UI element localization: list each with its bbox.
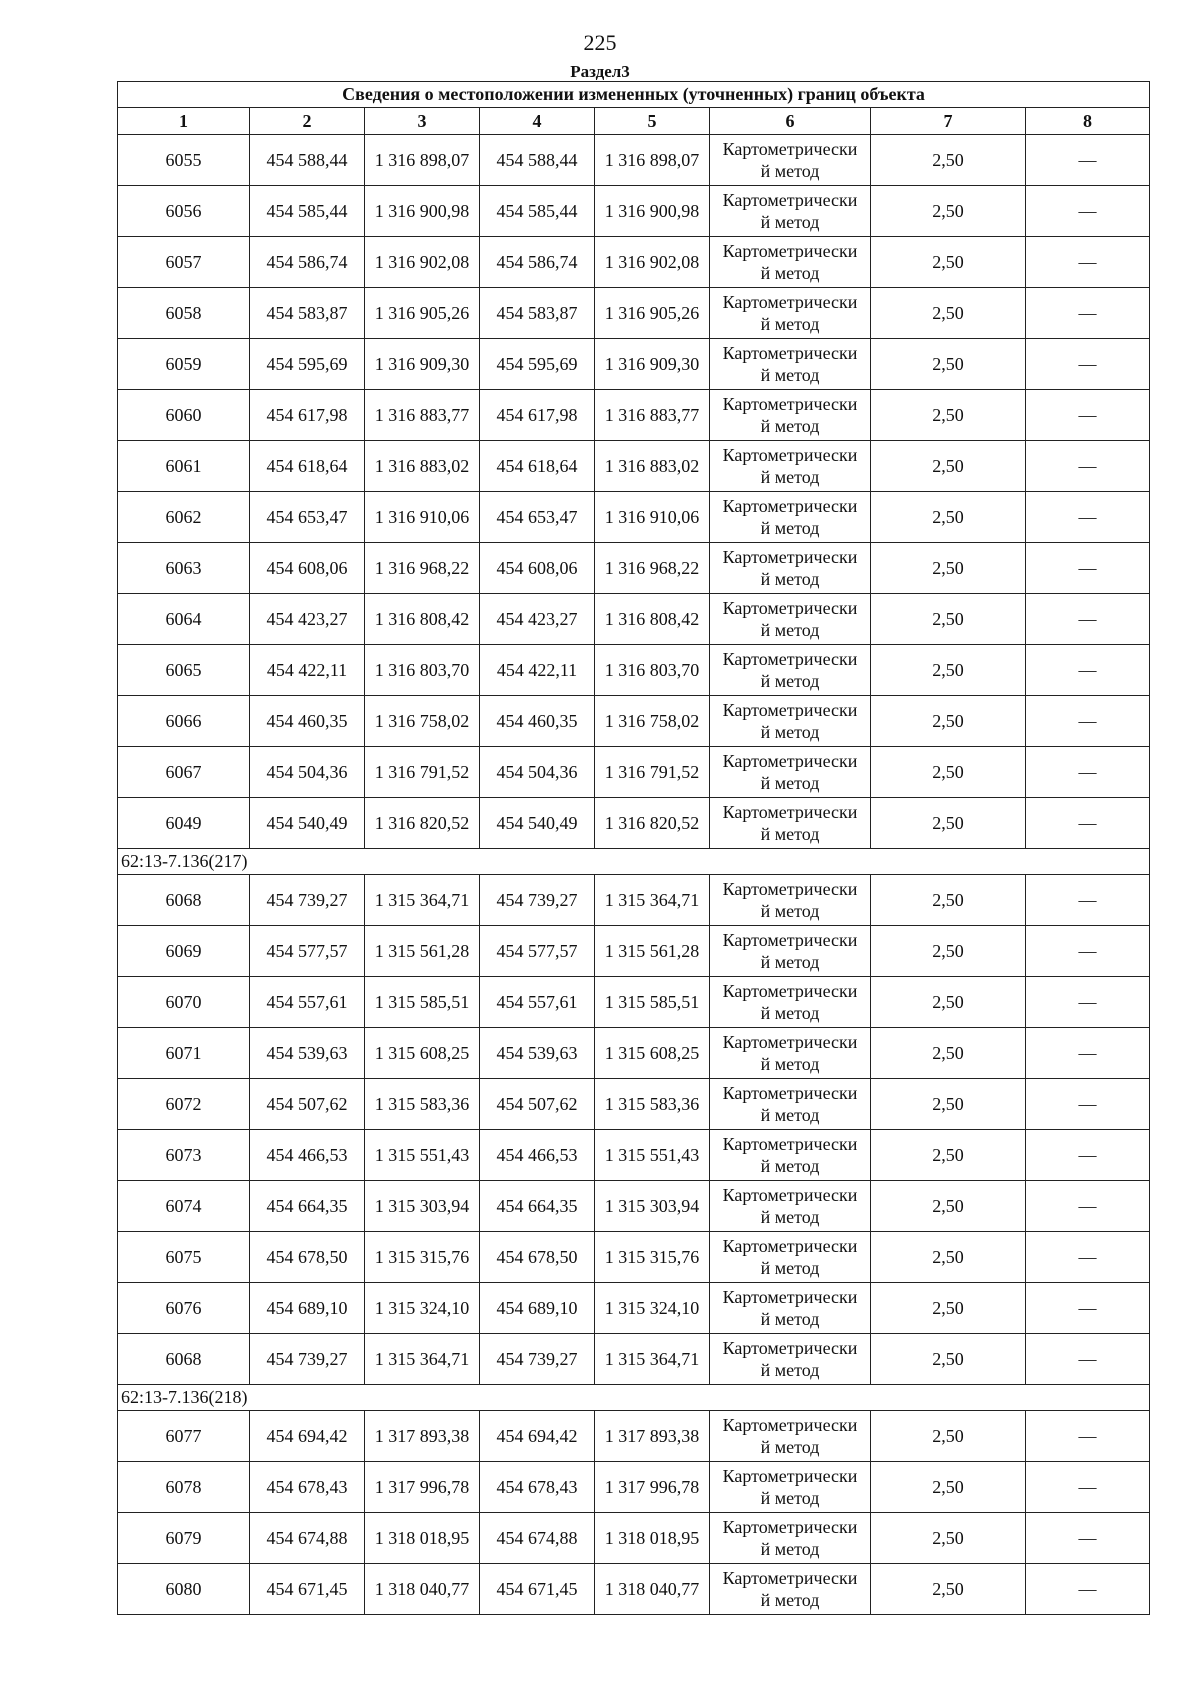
table-caption: Сведения о местоположении измененных (уточненных) границ объекта xyxy=(118,82,1150,108)
y-coordinate-cell: 1 316 758,02 xyxy=(365,696,480,747)
description-cell: — xyxy=(1026,1462,1150,1513)
description-cell: — xyxy=(1026,696,1150,747)
y-coordinate-cell: 1 315 585,51 xyxy=(595,977,710,1028)
y-coordinate-cell: 1 315 315,76 xyxy=(365,1232,480,1283)
y-coordinate-cell: 1 315 608,25 xyxy=(365,1028,480,1079)
y-coordinate-cell: 1 316 900,98 xyxy=(595,186,710,237)
accuracy-cell: 2,50 xyxy=(871,1283,1026,1334)
table-row xyxy=(118,594,1150,645)
y-coordinate-cell: 1 316 820,52 xyxy=(595,798,710,849)
description-cell: — xyxy=(1026,186,1150,237)
method-cell: Картометрически й метод xyxy=(710,1462,871,1513)
table-row xyxy=(118,288,1150,339)
y-coordinate-cell: 1 317 996,78 xyxy=(365,1462,480,1513)
description-cell: — xyxy=(1026,339,1150,390)
table-row xyxy=(118,186,1150,237)
x-coordinate-cell: 454 539,63 xyxy=(480,1028,595,1079)
method-cell: Картометрически й метод xyxy=(710,1079,871,1130)
method-cell: Картометрически й метод xyxy=(710,1130,871,1181)
y-coordinate-cell: 1 315 364,71 xyxy=(365,1334,480,1385)
table-row xyxy=(118,926,1150,977)
table-row xyxy=(118,1028,1150,1079)
x-coordinate-cell: 454 618,64 xyxy=(250,441,365,492)
column-number-row xyxy=(118,108,1150,135)
method-cell: Картометрически й метод xyxy=(710,1334,871,1385)
x-coordinate-cell: 454 460,35 xyxy=(480,696,595,747)
point-number-cell: 6072 xyxy=(118,1079,250,1130)
x-coordinate-cell: 454 653,47 xyxy=(250,492,365,543)
y-coordinate-cell: 1 315 561,28 xyxy=(595,926,710,977)
y-coordinate-cell: 1 318 040,77 xyxy=(365,1564,480,1615)
method-cell: Картометрически й метод xyxy=(710,288,871,339)
description-cell: — xyxy=(1026,1513,1150,1564)
table-row xyxy=(118,1564,1150,1615)
group-label: 62:13-7.136(218) xyxy=(118,1385,1150,1411)
table-row xyxy=(118,798,1150,849)
x-coordinate-cell: 454 674,88 xyxy=(480,1513,595,1564)
x-coordinate-cell: 454 617,98 xyxy=(250,390,365,441)
x-coordinate-cell: 454 422,11 xyxy=(480,645,595,696)
x-coordinate-cell: 454 577,57 xyxy=(250,926,365,977)
description-cell: — xyxy=(1026,798,1150,849)
section-title: Раздел3 xyxy=(570,62,630,81)
accuracy-cell: 2,50 xyxy=(871,288,1026,339)
x-coordinate-cell: 454 423,27 xyxy=(480,594,595,645)
x-coordinate-cell: 454 664,35 xyxy=(480,1181,595,1232)
point-number-cell: 6069 xyxy=(118,926,250,977)
y-coordinate-cell: 1 317 996,78 xyxy=(595,1462,710,1513)
accuracy-cell: 2,50 xyxy=(871,390,1026,441)
x-coordinate-cell: 454 694,42 xyxy=(250,1411,365,1462)
y-coordinate-cell: 1 315 303,94 xyxy=(365,1181,480,1232)
x-coordinate-cell: 454 694,42 xyxy=(480,1411,595,1462)
x-coordinate-cell: 454 689,10 xyxy=(480,1283,595,1334)
x-coordinate-cell: 454 586,74 xyxy=(250,237,365,288)
table-row xyxy=(118,747,1150,798)
method-cell: Картометрически й метод xyxy=(710,390,871,441)
x-coordinate-cell: 454 540,49 xyxy=(480,798,595,849)
accuracy-cell: 2,50 xyxy=(871,186,1026,237)
y-coordinate-cell: 1 316 910,06 xyxy=(365,492,480,543)
y-coordinate-cell: 1 316 791,52 xyxy=(595,747,710,798)
column-number: 4 xyxy=(480,108,595,135)
point-number-cell: 6056 xyxy=(118,186,250,237)
accuracy-cell: 2,50 xyxy=(871,441,1026,492)
table-row xyxy=(118,977,1150,1028)
accuracy-cell: 2,50 xyxy=(871,1462,1026,1513)
description-cell: — xyxy=(1026,390,1150,441)
x-coordinate-cell: 454 588,44 xyxy=(480,135,595,186)
column-number: 1 xyxy=(118,108,250,135)
table-row xyxy=(118,135,1150,186)
method-cell: Картометрически й метод xyxy=(710,696,871,747)
description-cell: — xyxy=(1026,492,1150,543)
y-coordinate-cell: 1 315 608,25 xyxy=(595,1028,710,1079)
y-coordinate-cell: 1 315 364,71 xyxy=(595,875,710,926)
description-cell: — xyxy=(1026,1028,1150,1079)
table-row xyxy=(118,1283,1150,1334)
accuracy-cell: 2,50 xyxy=(871,875,1026,926)
table-row xyxy=(118,1232,1150,1283)
x-coordinate-cell: 454 678,50 xyxy=(250,1232,365,1283)
accuracy-cell: 2,50 xyxy=(871,798,1026,849)
table-row xyxy=(118,1079,1150,1130)
description-cell: — xyxy=(1026,135,1150,186)
x-coordinate-cell: 454 585,44 xyxy=(480,186,595,237)
method-cell: Картометрически й метод xyxy=(710,645,871,696)
y-coordinate-cell: 1 316 883,02 xyxy=(365,441,480,492)
y-coordinate-cell: 1 315 364,71 xyxy=(365,875,480,926)
point-number-cell: 6064 xyxy=(118,594,250,645)
x-coordinate-cell: 454 678,50 xyxy=(480,1232,595,1283)
y-coordinate-cell: 1 316 803,70 xyxy=(595,645,710,696)
point-number-cell: 6074 xyxy=(118,1181,250,1232)
x-coordinate-cell: 454 504,36 xyxy=(480,747,595,798)
method-cell: Картометрически й метод xyxy=(710,492,871,543)
x-coordinate-cell: 454 618,64 xyxy=(480,441,595,492)
column-number: 6 xyxy=(710,108,871,135)
y-coordinate-cell: 1 316 803,70 xyxy=(365,645,480,696)
description-cell: — xyxy=(1026,237,1150,288)
table-row xyxy=(118,1513,1150,1564)
accuracy-cell: 2,50 xyxy=(871,1334,1026,1385)
point-number-cell: 6058 xyxy=(118,288,250,339)
x-coordinate-cell: 454 585,44 xyxy=(250,186,365,237)
x-coordinate-cell: 454 739,27 xyxy=(250,1334,365,1385)
point-number-cell: 6068 xyxy=(118,1334,250,1385)
accuracy-cell: 2,50 xyxy=(871,1513,1026,1564)
x-coordinate-cell: 454 422,11 xyxy=(250,645,365,696)
description-cell: — xyxy=(1026,1334,1150,1385)
accuracy-cell: 2,50 xyxy=(871,926,1026,977)
method-cell: Картометрически й метод xyxy=(710,1181,871,1232)
y-coordinate-cell: 1 316 902,08 xyxy=(365,237,480,288)
y-coordinate-cell: 1 316 910,06 xyxy=(595,492,710,543)
x-coordinate-cell: 454 507,62 xyxy=(250,1079,365,1130)
point-number-cell: 6061 xyxy=(118,441,250,492)
point-number-cell: 6073 xyxy=(118,1130,250,1181)
method-cell: Картометрически й метод xyxy=(710,441,871,492)
y-coordinate-cell: 1 316 909,30 xyxy=(595,339,710,390)
group-row xyxy=(118,849,1150,875)
x-coordinate-cell: 454 678,43 xyxy=(250,1462,365,1513)
accuracy-cell: 2,50 xyxy=(871,645,1026,696)
method-cell: Картометрически й метод xyxy=(710,135,871,186)
x-coordinate-cell: 454 557,61 xyxy=(250,977,365,1028)
y-coordinate-cell: 1 316 883,77 xyxy=(365,390,480,441)
description-cell: — xyxy=(1026,1232,1150,1283)
table-row xyxy=(118,875,1150,926)
y-coordinate-cell: 1 316 808,42 xyxy=(595,594,710,645)
description-cell: — xyxy=(1026,1283,1150,1334)
accuracy-cell: 2,50 xyxy=(871,492,1026,543)
description-cell: — xyxy=(1026,543,1150,594)
y-coordinate-cell: 1 316 900,98 xyxy=(365,186,480,237)
table-row xyxy=(118,645,1150,696)
point-number-cell: 6075 xyxy=(118,1232,250,1283)
point-number-cell: 6059 xyxy=(118,339,250,390)
method-cell: Картометрически й метод xyxy=(710,875,871,926)
y-coordinate-cell: 1 316 909,30 xyxy=(365,339,480,390)
method-cell: Картометрически й метод xyxy=(710,1411,871,1462)
group-label: 62:13-7.136(217) xyxy=(118,849,1150,875)
y-coordinate-cell: 1 315 551,43 xyxy=(365,1130,480,1181)
point-number-cell: 6077 xyxy=(118,1411,250,1462)
y-coordinate-cell: 1 317 893,38 xyxy=(365,1411,480,1462)
column-number: 7 xyxy=(871,108,1026,135)
x-coordinate-cell: 454 689,10 xyxy=(250,1283,365,1334)
method-cell: Картометрически й метод xyxy=(710,594,871,645)
y-coordinate-cell: 1 318 040,77 xyxy=(595,1564,710,1615)
x-coordinate-cell: 454 539,63 xyxy=(250,1028,365,1079)
x-coordinate-cell: 454 583,87 xyxy=(250,288,365,339)
method-cell: Картометрически й метод xyxy=(710,1232,871,1283)
description-cell: — xyxy=(1026,747,1150,798)
accuracy-cell: 2,50 xyxy=(871,1232,1026,1283)
method-cell: Картометрически й метод xyxy=(710,977,871,1028)
y-coordinate-cell: 1 315 583,36 xyxy=(595,1079,710,1130)
column-number: 2 xyxy=(250,108,365,135)
point-number-cell: 6071 xyxy=(118,1028,250,1079)
y-coordinate-cell: 1 315 324,10 xyxy=(365,1283,480,1334)
accuracy-cell: 2,50 xyxy=(871,977,1026,1028)
method-cell: Картометрически й метод xyxy=(710,1028,871,1079)
x-coordinate-cell: 454 423,27 xyxy=(250,594,365,645)
x-coordinate-cell: 454 653,47 xyxy=(480,492,595,543)
method-cell: Картометрически й метод xyxy=(710,237,871,288)
method-cell: Картометрически й метод xyxy=(710,339,871,390)
y-coordinate-cell: 1 315 583,36 xyxy=(365,1079,480,1130)
description-cell: — xyxy=(1026,1411,1150,1462)
point-number-cell: 6079 xyxy=(118,1513,250,1564)
page-number: 225 xyxy=(583,30,617,55)
method-cell: Картометрически й метод xyxy=(710,926,871,977)
x-coordinate-cell: 454 466,53 xyxy=(480,1130,595,1181)
point-number-cell: 6068 xyxy=(118,875,250,926)
y-coordinate-cell: 1 316 883,02 xyxy=(595,441,710,492)
accuracy-cell: 2,50 xyxy=(871,237,1026,288)
point-number-cell: 6065 xyxy=(118,645,250,696)
accuracy-cell: 2,50 xyxy=(871,696,1026,747)
x-coordinate-cell: 454 460,35 xyxy=(250,696,365,747)
description-cell: — xyxy=(1026,926,1150,977)
accuracy-cell: 2,50 xyxy=(871,747,1026,798)
y-coordinate-cell: 1 316 968,22 xyxy=(365,543,480,594)
x-coordinate-cell: 454 504,36 xyxy=(250,747,365,798)
y-coordinate-cell: 1 316 820,52 xyxy=(365,798,480,849)
point-number-cell: 6063 xyxy=(118,543,250,594)
description-cell: — xyxy=(1026,645,1150,696)
x-coordinate-cell: 454 540,49 xyxy=(250,798,365,849)
description-cell: — xyxy=(1026,977,1150,1028)
description-cell: — xyxy=(1026,875,1150,926)
x-coordinate-cell: 454 739,27 xyxy=(480,875,595,926)
y-coordinate-cell: 1 316 902,08 xyxy=(595,237,710,288)
point-number-cell: 6060 xyxy=(118,390,250,441)
x-coordinate-cell: 454 507,62 xyxy=(480,1079,595,1130)
description-cell: — xyxy=(1026,441,1150,492)
accuracy-cell: 2,50 xyxy=(871,1130,1026,1181)
x-coordinate-cell: 454 674,88 xyxy=(250,1513,365,1564)
table-row xyxy=(118,696,1150,747)
x-coordinate-cell: 454 557,61 xyxy=(480,977,595,1028)
table-row xyxy=(118,237,1150,288)
y-coordinate-cell: 1 316 968,22 xyxy=(595,543,710,594)
point-number-cell: 6070 xyxy=(118,977,250,1028)
table-row xyxy=(118,1462,1150,1513)
description-cell: — xyxy=(1026,1079,1150,1130)
method-cell: Картометрически й метод xyxy=(710,798,871,849)
table-row xyxy=(118,1130,1150,1181)
y-coordinate-cell: 1 316 898,07 xyxy=(595,135,710,186)
y-coordinate-cell: 1 316 905,26 xyxy=(365,288,480,339)
x-coordinate-cell: 454 608,06 xyxy=(250,543,365,594)
accuracy-cell: 2,50 xyxy=(871,594,1026,645)
x-coordinate-cell: 454 466,53 xyxy=(250,1130,365,1181)
table-row xyxy=(118,1181,1150,1232)
table-body xyxy=(118,135,1150,1615)
method-cell: Картометрически й метод xyxy=(710,1513,871,1564)
accuracy-cell: 2,50 xyxy=(871,543,1026,594)
point-number-cell: 6055 xyxy=(118,135,250,186)
method-cell: Картометрически й метод xyxy=(710,747,871,798)
y-coordinate-cell: 1 315 324,10 xyxy=(595,1283,710,1334)
y-coordinate-cell: 1 315 315,76 xyxy=(595,1232,710,1283)
x-coordinate-cell: 454 671,45 xyxy=(250,1564,365,1615)
x-coordinate-cell: 454 739,27 xyxy=(480,1334,595,1385)
y-coordinate-cell: 1 316 883,77 xyxy=(595,390,710,441)
x-coordinate-cell: 454 608,06 xyxy=(480,543,595,594)
y-coordinate-cell: 1 316 808,42 xyxy=(365,594,480,645)
y-coordinate-cell: 1 315 551,43 xyxy=(595,1130,710,1181)
table-row xyxy=(118,339,1150,390)
point-number-cell: 6067 xyxy=(118,747,250,798)
y-coordinate-cell: 1 315 303,94 xyxy=(595,1181,710,1232)
description-cell: — xyxy=(1026,1564,1150,1615)
method-cell: Картометрически й метод xyxy=(710,543,871,594)
x-coordinate-cell: 454 595,69 xyxy=(480,339,595,390)
table-row xyxy=(118,543,1150,594)
column-number: 3 xyxy=(365,108,480,135)
y-coordinate-cell: 1 316 758,02 xyxy=(595,696,710,747)
accuracy-cell: 2,50 xyxy=(871,1028,1026,1079)
accuracy-cell: 2,50 xyxy=(871,1564,1026,1615)
description-cell: — xyxy=(1026,594,1150,645)
column-number: 5 xyxy=(595,108,710,135)
y-coordinate-cell: 1 316 898,07 xyxy=(365,135,480,186)
accuracy-cell: 2,50 xyxy=(871,339,1026,390)
accuracy-cell: 2,50 xyxy=(871,1181,1026,1232)
method-cell: Картометрически й метод xyxy=(710,1564,871,1615)
description-cell: — xyxy=(1026,288,1150,339)
y-coordinate-cell: 1 315 364,71 xyxy=(595,1334,710,1385)
y-coordinate-cell: 1 315 561,28 xyxy=(365,926,480,977)
table-row xyxy=(118,492,1150,543)
point-number-cell: 6078 xyxy=(118,1462,250,1513)
x-coordinate-cell: 454 617,98 xyxy=(480,390,595,441)
y-coordinate-cell: 1 318 018,95 xyxy=(595,1513,710,1564)
accuracy-cell: 2,50 xyxy=(871,1411,1026,1462)
y-coordinate-cell: 1 317 893,38 xyxy=(595,1411,710,1462)
table-row xyxy=(118,390,1150,441)
x-coordinate-cell: 454 595,69 xyxy=(250,339,365,390)
x-coordinate-cell: 454 583,87 xyxy=(480,288,595,339)
point-number-cell: 6066 xyxy=(118,696,250,747)
accuracy-cell: 2,50 xyxy=(871,1079,1026,1130)
group-row xyxy=(118,1385,1150,1411)
y-coordinate-cell: 1 315 585,51 xyxy=(365,977,480,1028)
boundary-table xyxy=(117,81,1150,1615)
accuracy-cell: 2,50 xyxy=(871,135,1026,186)
y-coordinate-cell: 1 316 905,26 xyxy=(595,288,710,339)
description-cell: — xyxy=(1026,1130,1150,1181)
y-coordinate-cell: 1 316 791,52 xyxy=(365,747,480,798)
x-coordinate-cell: 454 678,43 xyxy=(480,1462,595,1513)
table-row xyxy=(118,1411,1150,1462)
point-number-cell: 6057 xyxy=(118,237,250,288)
table-row xyxy=(118,1334,1150,1385)
y-coordinate-cell: 1 318 018,95 xyxy=(365,1513,480,1564)
point-number-cell: 6062 xyxy=(118,492,250,543)
description-cell: — xyxy=(1026,1181,1150,1232)
column-number: 8 xyxy=(1026,108,1150,135)
x-coordinate-cell: 454 577,57 xyxy=(480,926,595,977)
point-number-cell: 6080 xyxy=(118,1564,250,1615)
point-number-cell: 6076 xyxy=(118,1283,250,1334)
x-coordinate-cell: 454 586,74 xyxy=(480,237,595,288)
method-cell: Картометрически й метод xyxy=(710,186,871,237)
method-cell: Картометрически й метод xyxy=(710,1283,871,1334)
x-coordinate-cell: 454 664,35 xyxy=(250,1181,365,1232)
x-coordinate-cell: 454 588,44 xyxy=(250,135,365,186)
table-row xyxy=(118,441,1150,492)
x-coordinate-cell: 454 671,45 xyxy=(480,1564,595,1615)
x-coordinate-cell: 454 739,27 xyxy=(250,875,365,926)
point-number-cell: 6049 xyxy=(118,798,250,849)
